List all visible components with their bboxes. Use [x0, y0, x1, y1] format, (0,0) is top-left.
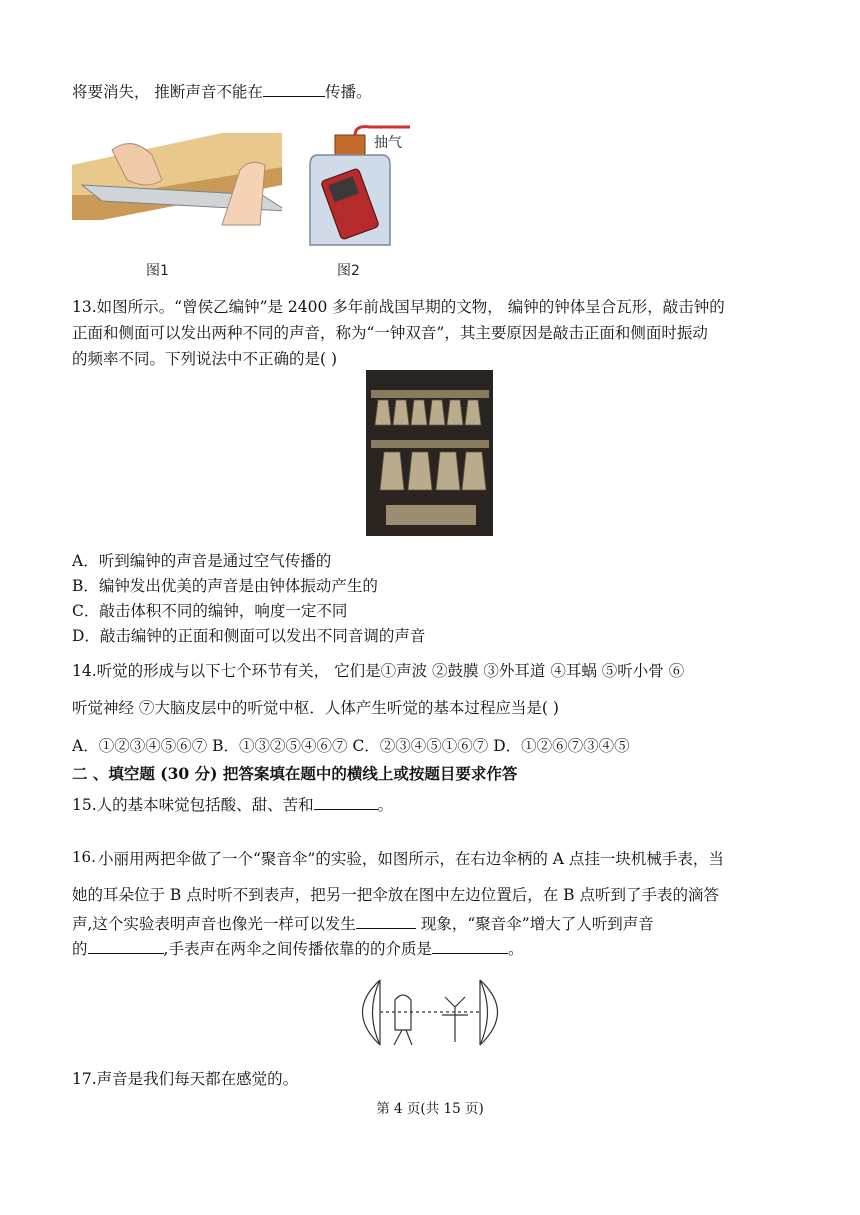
section-2-heading: [72, 763, 517, 785]
section-2-instruction: 把答案填在题中的横线上或按题目要求作答: [222, 764, 518, 783]
q12-blank: [263, 80, 325, 97]
q13-option-d: D．敲击编钟的正面和侧面可以发出不同音调的声音: [72, 627, 426, 645]
page-footer: 第 4 页(共 15 页): [376, 1101, 484, 1117]
q12-text: 将要消失， 推断声音不能在: [72, 83, 263, 101]
q16-line-4-mid: ,手表声在两伞之间传播依靠的的介质是: [163, 940, 432, 958]
figure-1-ruler-on-table: [72, 125, 282, 250]
figure-2-caption: 图2: [337, 263, 360, 279]
q13-option-b: B．编钟发出优美的声音是由钟体振动产生的: [72, 577, 378, 595]
q16-line-3-text-end: 现象，“聚音伞”增大了人听到声音: [415, 915, 654, 933]
figure-1-caption: 图1: [146, 263, 169, 279]
q16-line-1: 小丽用两把伞做了一个“聚音伞”的实验，如图所示，在右边伞柄的 A 点挂一块机械手表，当: [98, 850, 724, 868]
q16-blank-2: [88, 937, 164, 954]
q14-options: A．①②③④⑤⑥⑦ B．①③②⑤④⑥⑦ C．②③④⑤①⑥⑦ D．①②⑥⑦③④⑤: [72, 737, 630, 755]
q16-blank-3: [432, 937, 508, 954]
q17-text: 17.声音是我们每天都在感觉的。: [72, 1070, 299, 1088]
q16-number: 16.: [72, 848, 96, 866]
figure-bianzhong-bells: [366, 370, 493, 536]
q15-text-end: 。: [377, 796, 394, 814]
section-2-title: 二 、填空题 (30 分): [72, 764, 218, 783]
q15-blank: [314, 793, 378, 810]
q12-text-end: 传播。: [324, 83, 372, 101]
q13-option-c: C．敲击体积不同的编钟，响度一定不同: [72, 602, 348, 620]
q16-blank-1: [356, 912, 416, 929]
q14-line-2: 听觉神经 ⑦大脑皮层中的听觉中枢．人体产生听觉的基本过程应当是( ): [72, 699, 559, 717]
figure-umbrella-experiment: [350, 975, 510, 1050]
q13-line-1: 13.如图所示。“曾侯乙编钟”是 2400 多年前战国早期的文物， 编钟的钟体呈合瓦形，敲击钟的: [72, 298, 725, 316]
q16-line-2: 她的耳朵位于 B 点时听不到表声，把另一把伞放在图中左边位置后，在 B 点听到了手表的滴答: [72, 886, 719, 904]
q15: [72, 793, 393, 816]
q16-line-4-text: 的: [72, 940, 88, 958]
q12-tail: [72, 80, 371, 103]
q16-line-3-text: 声,这个实验表明声音也像光一样可以发生: [72, 915, 356, 933]
q14-line-1: 14.听觉的形成与以下七个环节有关， 它们是①声波 ②鼓膜 ③外耳道 ④耳蜗 ⑤听小骨 ⑥: [72, 662, 685, 680]
q16-line-4: [72, 937, 523, 960]
figure-2-bell-jar-phone: [300, 125, 420, 250]
q15-text: 15.人的基本味觉包括酸、甜、苦和: [72, 796, 314, 814]
q13-line-2: 正面和侧面可以发出两种不同的声音，称为“一钟双音”，其主要原因是敲击正面和侧面时振动: [72, 324, 708, 342]
q13-line-3: 的频率不同。下列说法中不正确的是( ): [72, 350, 338, 368]
q16-line-4-end: 。: [507, 940, 524, 958]
q13-option-a: A．听到编钟的声音是通过空气传播的: [72, 552, 332, 570]
figure-2-label: 抽气: [374, 135, 402, 151]
q16-line-3: [72, 912, 654, 935]
